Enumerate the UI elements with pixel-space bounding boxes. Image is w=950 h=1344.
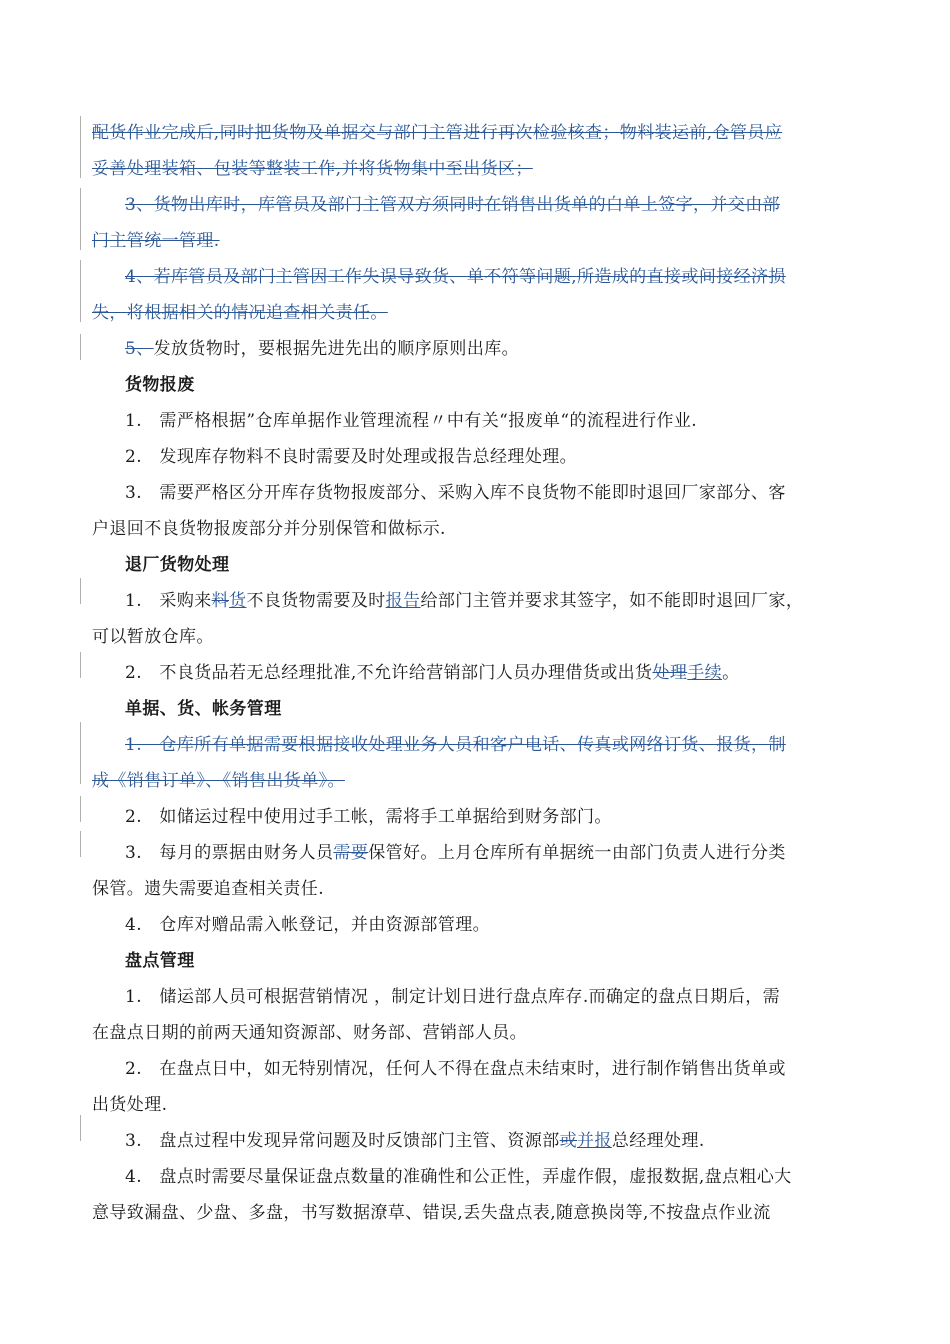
list-item [92, 1123, 862, 1159]
list-item-continuation: 意导致漏盘、少盘、多盘，书写数据潦草、错误,丢失盘点表,随意换岗等,不按盘点作业流 [92, 1203, 771, 1223]
inserted-text: 手续 [687, 663, 723, 683]
list-item: 1. 需严格根据”仓库单据作业管理流程〃中有关“报废单“的流程进行作业. [125, 411, 698, 431]
change-bar [80, 260, 81, 322]
paragraph-line: 门主管统一管理. [92, 231, 220, 251]
paragraph-line: 4、若库管员及部门主管因工作失误导致货、单不符等问题,所造成的直接或间接经济损 [125, 267, 786, 287]
paragraph-line: 3、货物出库时，库管员及部门主管双方须同时在销售出货单的白单上签字，并交由部 [125, 195, 781, 215]
change-bar [80, 652, 81, 678]
paragraph-line: 妥善处理装箱、包装等整装工作,并将货物集中至出货区； [92, 159, 533, 179]
paragraph-line: 失，将根据相关的情况追查相关责任。 [92, 303, 388, 323]
deleted-text: 或 [559, 1131, 578, 1151]
text-run: 保管好。上月仓库所有单据统一由部门负责人进行分类 [368, 843, 786, 863]
inserted-text: 报告 [385, 591, 421, 611]
change-bar [80, 1115, 81, 1141]
deleted-text: 需要 [333, 843, 369, 863]
change-bar [80, 722, 81, 784]
list-item: 3. 需要严格区分开库存货物报废部分、采购入库不良货物不能即时退回厂家部分、客 [125, 483, 786, 503]
paragraph-line: 配货作业完成后,同时把货物及单据交与部门主管进行再次检验核查；物料装运前,仓管员应 [92, 123, 783, 143]
text-run: 。 [722, 663, 740, 683]
change-bar [80, 188, 81, 250]
list-item: 2. 在盘点日中，如无特别情况，任何人不得在盘点未结束时，进行制作销售出货单或 [125, 1059, 786, 1079]
list-item: 4. 盘点时需要尽量保证盘点数量的准确性和公正性，弄虚作假，虚报数据,盘点粗心大 [125, 1167, 792, 1187]
list-item-continuation: 可以暂放仓库。 [92, 627, 214, 647]
text-run: 2. 不良货品若无总经理批准,不允许给营销部门人员办理借货或出货 [125, 663, 653, 683]
text-run: 3. 每月的票据由财务人员 [125, 843, 334, 863]
deleted-text: 处理 [652, 663, 688, 683]
change-bar [80, 334, 81, 360]
list-item-continuation: 户退回不良货物报废部分并分别保管和做标示. [92, 519, 446, 539]
list-item [92, 835, 862, 871]
list-item: 1. 仓库所有单据需要根据接收处理业务人员和客户电话、传真或网络订货、报货，制 [125, 735, 786, 755]
change-bar [80, 578, 81, 604]
list-item: 4. 仓库对赠品需入帐登记，并由资源部管理。 [125, 915, 491, 935]
change-bar [80, 116, 81, 178]
list-item: 2. 发现库存物料不良时需要及时处理或报告总经理处理。 [125, 447, 578, 467]
section-heading: 退厂货物处理 [125, 555, 230, 575]
section-heading: 单据、货、帐务管理 [125, 699, 282, 719]
list-item [92, 583, 862, 619]
deleted-text: 5、 [125, 339, 154, 359]
inserted-text: 货 [229, 591, 247, 611]
list-item-continuation: 成《销售订单》、《销售出货单》。 [92, 771, 345, 791]
list-item-continuation: 保管。遗失需要追查相关责任. [92, 879, 325, 899]
change-bar [80, 796, 81, 822]
text-run: 1. 采购来 [125, 591, 212, 611]
inserted-text: 并报 [577, 1131, 612, 1151]
text-run: 3. 盘点过程中发现异常问题及时反馈部门主管、资源部 [125, 1131, 560, 1151]
change-bar [80, 831, 81, 857]
text-run: 总经理处理. [611, 1131, 705, 1151]
text-run: 给部门主管并要求其签字，如不能即时退回厂家， [420, 591, 804, 611]
paragraph-line [92, 331, 862, 367]
deleted-text: 料 [211, 591, 230, 611]
list-item-continuation: 在盘点日期的前两天通知资源部、财务部、营销部人员。 [92, 1023, 527, 1043]
list-item: 2. 如储运过程中使用过手工帐，需将手工单据给到财务部门。 [125, 807, 612, 827]
section-heading: 盘点管理 [125, 951, 195, 971]
list-item-continuation: 出货处理. [92, 1095, 168, 1115]
text-run: 发放货物时，要根据先进先出的顺序原则出库。 [153, 339, 520, 359]
text-run: 不良货物需要及时 [246, 591, 386, 611]
list-item: 1. 储运部人员可根据营销情况 ，制定计划日进行盘点库存.而确定的盘点日期后，需 [125, 987, 781, 1007]
section-heading: 货物报废 [125, 375, 195, 395]
list-item [92, 655, 862, 691]
